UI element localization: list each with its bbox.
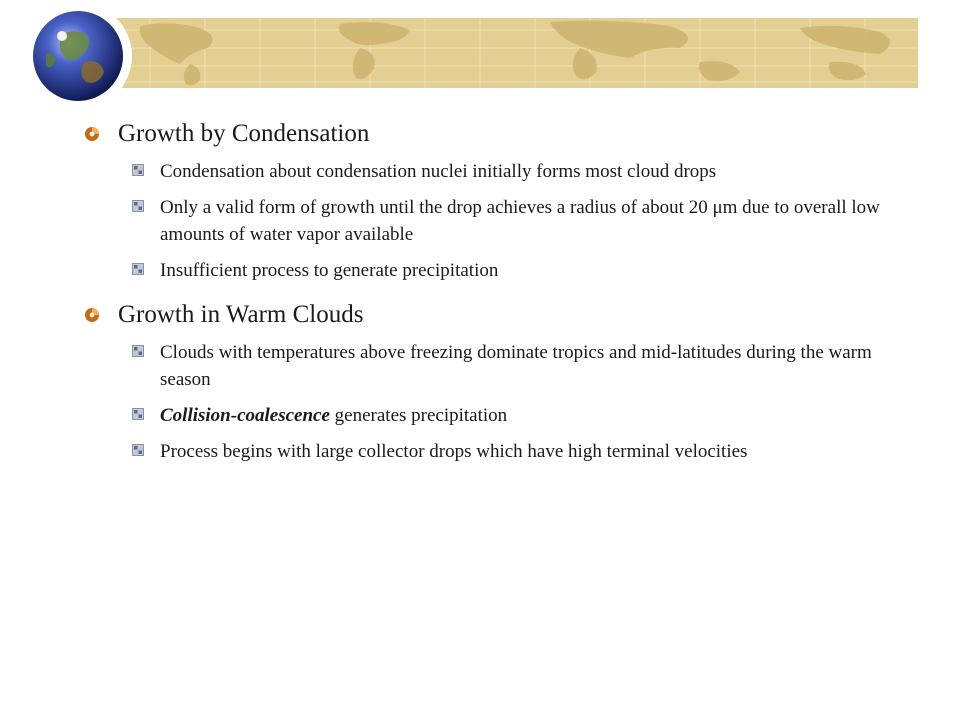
- square-bullet-icon: [132, 345, 144, 357]
- square-bullet-icon: [132, 408, 144, 420]
- list-item: [82, 402, 880, 429]
- square-bullet-icon: [132, 200, 144, 212]
- square-bullet-icon: [132, 263, 144, 275]
- list-item-text: Process begins with large collector drops which have high terminal velocities: [160, 441, 748, 462]
- square-bullet-icon: [132, 444, 144, 456]
- list-item-text: Clouds with temperatures above freezing dominate tropics and mid-latitudes during the warm season: [160, 342, 872, 390]
- section-heading-text: Growth by Condensation: [118, 120, 370, 147]
- list-item: [82, 257, 880, 284]
- list-item-text: Only a valid form of growth until the drop achieves a radius of about 20 μm due to overall low amounts of water vapor available: [160, 197, 880, 245]
- list-item-text: Condensation about condensation nuclei initially forms most cloud drops: [160, 161, 717, 182]
- globe-logo: [22, 6, 134, 110]
- list-item: [82, 158, 880, 185]
- world-map-banner: [110, 18, 918, 88]
- list-item: [82, 339, 880, 393]
- section-heading: [82, 299, 882, 331]
- list-item-text: generates precipitation: [329, 405, 508, 426]
- orange-circle-bullet-icon: [84, 126, 100, 142]
- list-item: [82, 194, 880, 248]
- slide-body: [82, 118, 882, 474]
- square-bullet-icon: [132, 164, 144, 176]
- orange-circle-bullet-icon: [84, 307, 100, 323]
- world-map-graphic: [110, 18, 918, 88]
- section-heading-text: Growth in Warm Clouds: [118, 301, 364, 328]
- list-item-text: Insufficient process to generate precipitation: [160, 260, 499, 281]
- section-heading: [82, 118, 882, 150]
- list-item: [82, 438, 880, 465]
- emphasized-term: Collision-coalescence: [160, 405, 330, 426]
- globe-icon: [22, 6, 134, 110]
